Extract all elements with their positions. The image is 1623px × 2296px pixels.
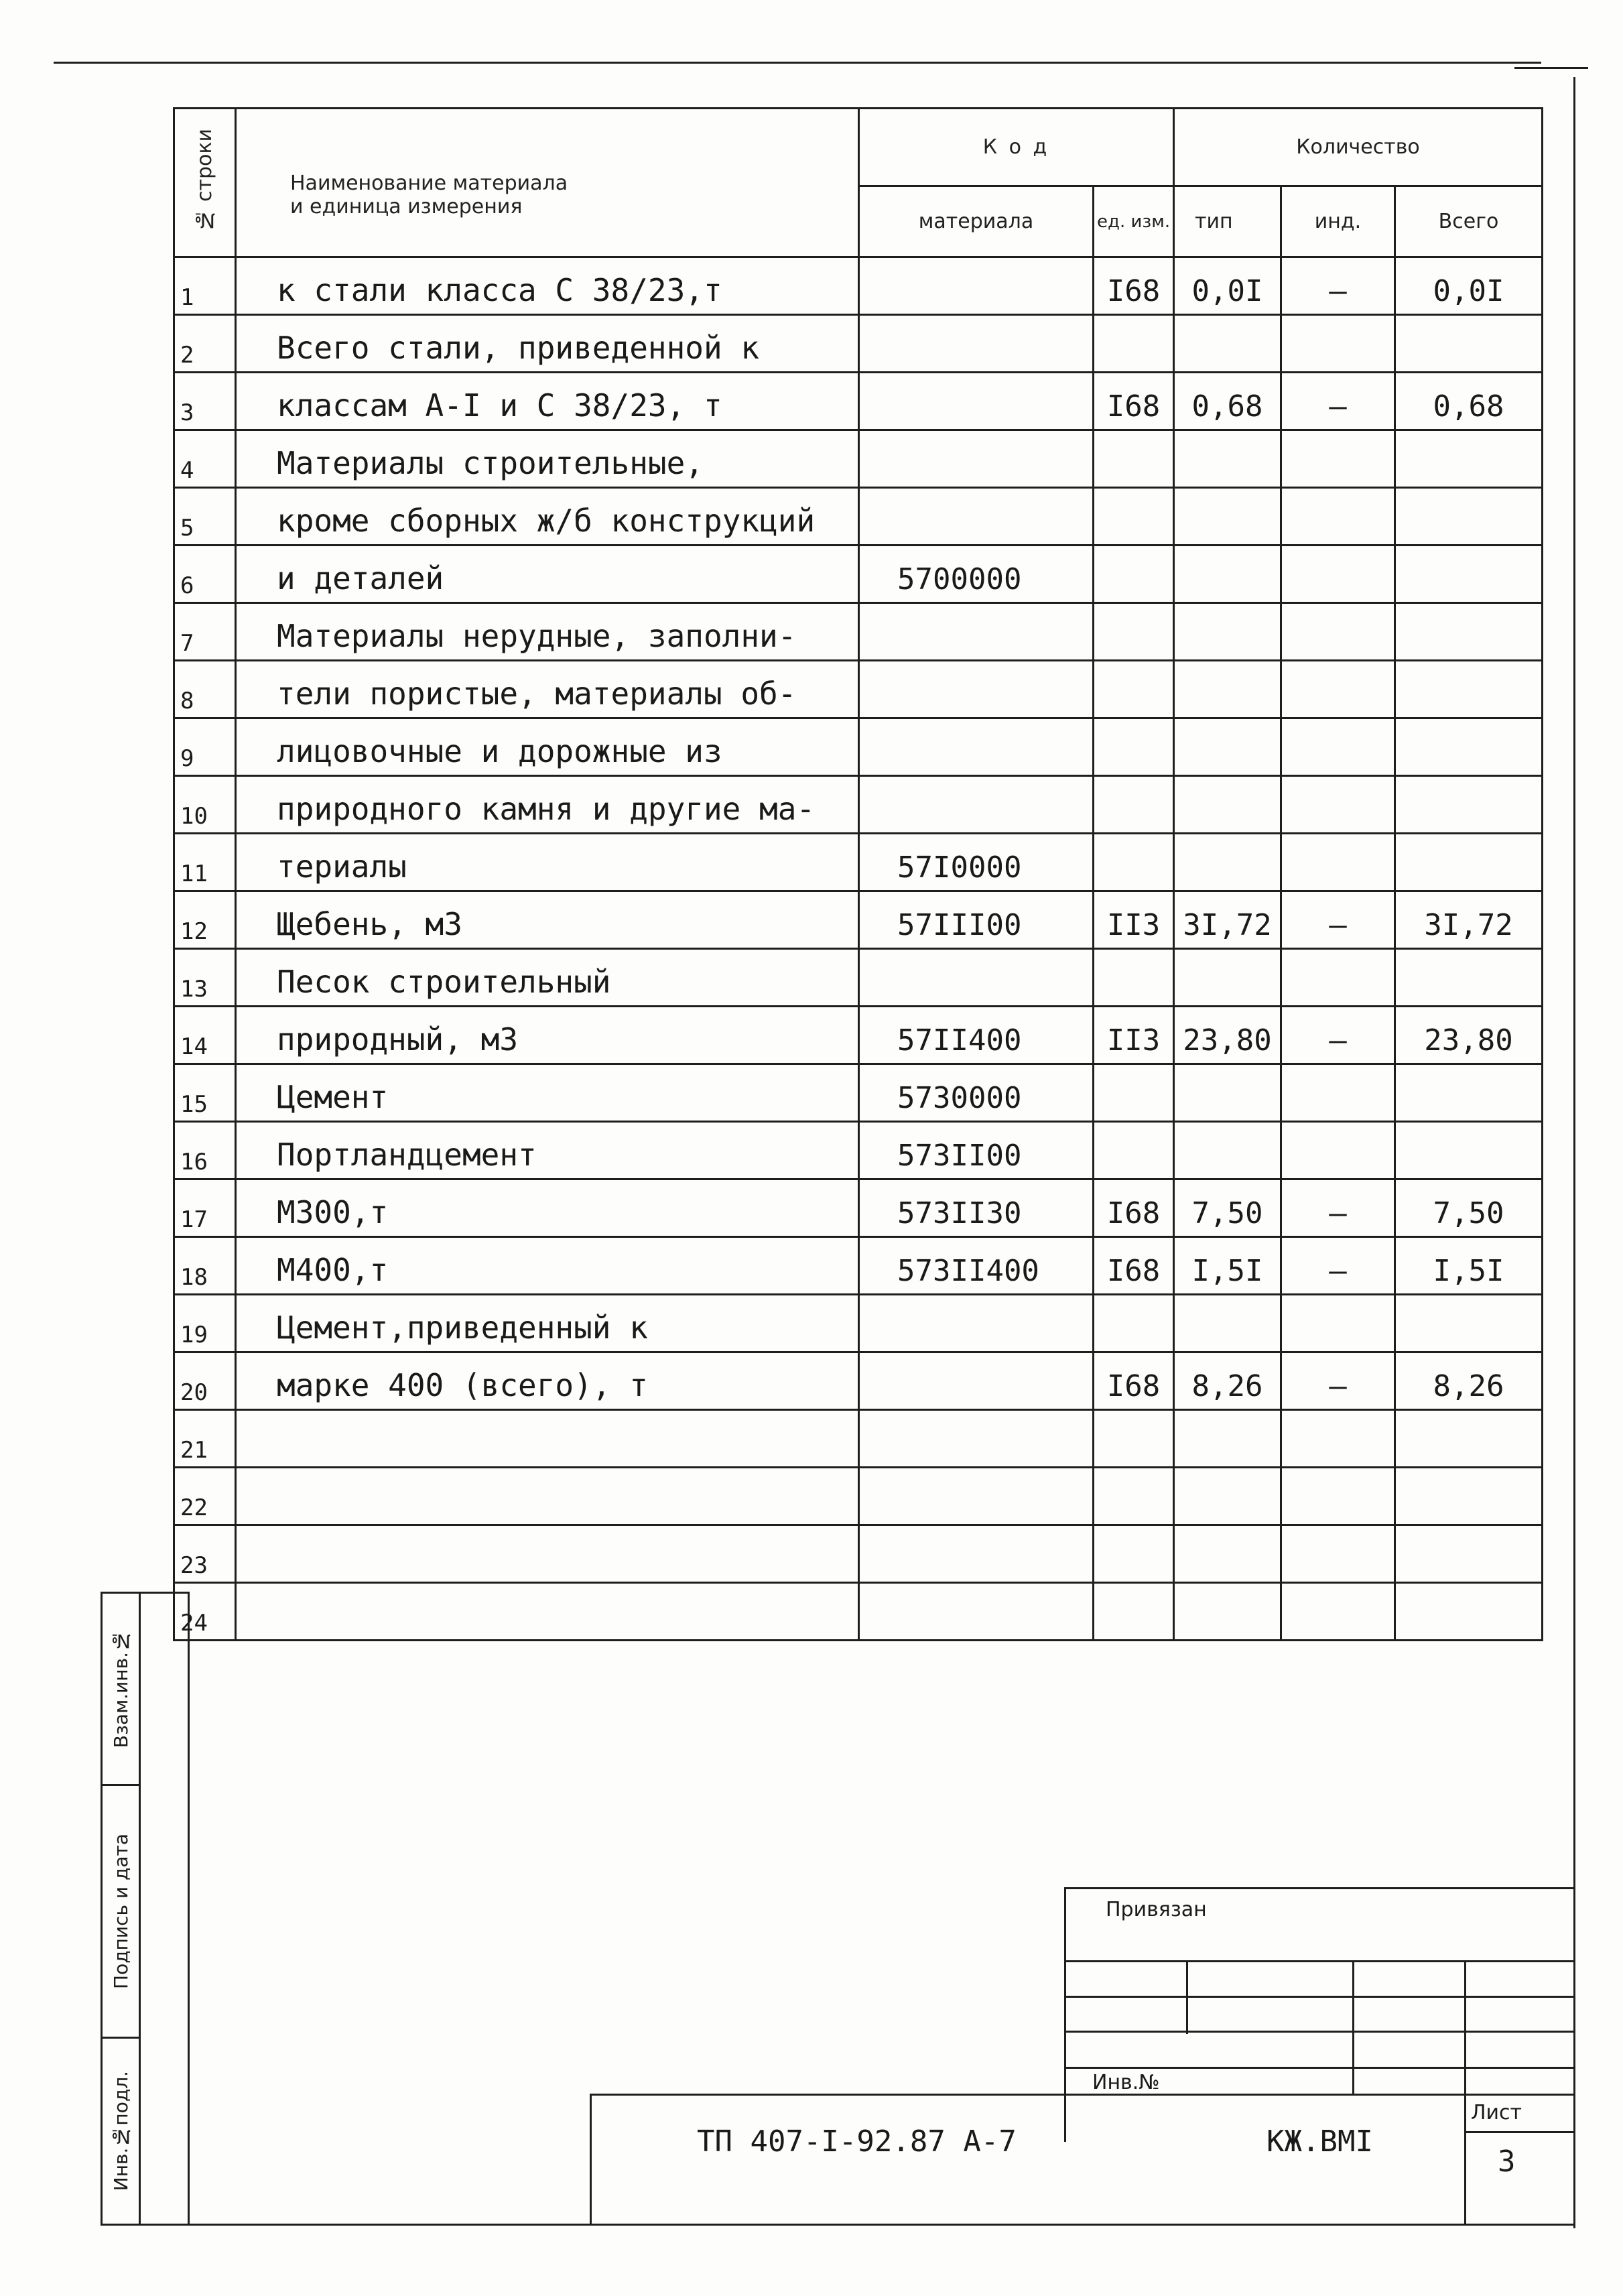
- material-code: [859, 718, 1094, 776]
- materials-table: [173, 107, 1543, 1641]
- qty-total: [1395, 1525, 1543, 1583]
- table-row: [174, 430, 1543, 488]
- stamp-inv-label: Инв.№: [1092, 2071, 1160, 2094]
- qty-total: [1395, 488, 1543, 546]
- unit-code: [1094, 661, 1174, 718]
- qty-tip: I,5I: [1174, 1237, 1281, 1295]
- row-number: 3: [174, 373, 236, 430]
- material-name: природный, м3: [236, 1007, 859, 1064]
- qty-tip: 0,0I: [1174, 257, 1281, 315]
- code-header: К о д: [859, 109, 1174, 186]
- material-code: [859, 1468, 1094, 1525]
- side-strip-column: [139, 1592, 190, 2226]
- material-code: [859, 949, 1094, 1007]
- unit-code: [1094, 430, 1174, 488]
- qty-ind: [1281, 776, 1395, 834]
- material-code: 573II400: [859, 1237, 1094, 1295]
- stamp-left: [1064, 1887, 1066, 2142]
- material-name: Материалы строительные,: [236, 430, 859, 488]
- row-number: 10: [174, 776, 236, 834]
- table-row: [174, 373, 1543, 430]
- stamp-row-4: [1064, 2067, 1573, 2069]
- qty-tip: 7,50: [1174, 1179, 1281, 1237]
- qty-ind: [1281, 1122, 1395, 1179]
- qty-ind: –: [1281, 1237, 1395, 1295]
- stamp-sheet-number: 3: [1498, 2145, 1516, 2179]
- row-number: 16: [174, 1122, 236, 1179]
- qty-ind: [1281, 661, 1395, 718]
- qty-ind: [1281, 1525, 1395, 1583]
- qty-ind: [1281, 603, 1395, 661]
- table-row: [174, 1583, 1543, 1641]
- table-row: [174, 1007, 1543, 1064]
- row-number: 12: [174, 891, 236, 949]
- unit-code: [1094, 1583, 1174, 1641]
- stamp-row-2: [1064, 1996, 1573, 1998]
- material-code: [859, 1410, 1094, 1468]
- row-number: 1: [174, 257, 236, 315]
- qty-ind: [1281, 1583, 1395, 1641]
- material-code: [859, 1525, 1094, 1583]
- total-header: Всего: [1395, 186, 1543, 257]
- qty-tip: [1174, 315, 1281, 373]
- qty-tip: [1174, 1064, 1281, 1122]
- table-row: [174, 891, 1543, 949]
- row-number: 7: [174, 603, 236, 661]
- material-code: [859, 315, 1094, 373]
- table-row: [174, 661, 1543, 718]
- unit-code: I68: [1094, 257, 1174, 315]
- quantity-header: Количество: [1174, 109, 1543, 186]
- qty-tip: [1174, 430, 1281, 488]
- row-number: 15: [174, 1064, 236, 1122]
- table-row: [174, 315, 1543, 373]
- qty-tip: [1174, 1525, 1281, 1583]
- row-number: 18: [174, 1237, 236, 1295]
- table-row: [174, 1237, 1543, 1295]
- stamp-row-1: [1064, 1960, 1573, 1962]
- table-row: [174, 1468, 1543, 1525]
- table-row: [174, 834, 1543, 891]
- stamp-attached-label: Привязан: [1106, 1898, 1207, 1921]
- qty-tip: [1174, 661, 1281, 718]
- qty-total: [1395, 315, 1543, 373]
- qty-total: [1395, 1122, 1543, 1179]
- material-name: кроме сборных ж/б конструкций: [236, 488, 859, 546]
- qty-ind: [1281, 1064, 1395, 1122]
- row-number: 8: [174, 661, 236, 718]
- material-code: [859, 776, 1094, 834]
- stamp-sheet-label: Лист: [1471, 2101, 1522, 2124]
- qty-ind: [1281, 718, 1395, 776]
- unit-code: I68: [1094, 1179, 1174, 1237]
- qty-tip: [1174, 834, 1281, 891]
- qty-tip: [1174, 1122, 1281, 1179]
- unit-code: [1094, 776, 1174, 834]
- material-name: М400,т: [236, 1237, 859, 1295]
- material-code: [859, 1295, 1094, 1352]
- unit-header: ед. изм.: [1094, 186, 1174, 257]
- stamp-col-1: [1186, 1960, 1188, 2034]
- unit-code: I68: [1094, 373, 1174, 430]
- material-name: природного камня и другие ма-: [236, 776, 859, 834]
- row-number: 14: [174, 1007, 236, 1064]
- qty-ind: [1281, 546, 1395, 603]
- material-name: Песок строительный: [236, 949, 859, 1007]
- material-code: [859, 603, 1094, 661]
- qty-total: [1395, 430, 1543, 488]
- unit-code: I68: [1094, 1237, 1174, 1295]
- qty-total: [1395, 603, 1543, 661]
- material-code: 573II00: [859, 1122, 1094, 1179]
- qty-tip: [1174, 1295, 1281, 1352]
- material-code: 57I0000: [859, 834, 1094, 891]
- qty-total: [1395, 1295, 1543, 1352]
- material-name: Портландцемент: [236, 1122, 859, 1179]
- qty-tip: [1174, 1583, 1281, 1641]
- material-name: Цемент: [236, 1064, 859, 1122]
- material-name: к стали класса С 38/23,т: [236, 257, 859, 315]
- bottom-frame-line: [188, 2224, 1575, 2226]
- material-code: 5730000: [859, 1064, 1094, 1122]
- unit-code: [1094, 1468, 1174, 1525]
- material-code: [859, 373, 1094, 430]
- row-number-header: № строки: [174, 109, 236, 257]
- qty-ind: –: [1281, 1007, 1395, 1064]
- qty-ind: –: [1281, 891, 1395, 949]
- top-frame-line-right: [1514, 67, 1588, 69]
- qty-ind: –: [1281, 1179, 1395, 1237]
- row-number: 11: [174, 834, 236, 891]
- stamp-col-2: [1352, 1960, 1354, 2094]
- stamp-row-3: [1064, 2031, 1573, 2033]
- table-row: [174, 1352, 1543, 1410]
- table-row: [174, 718, 1543, 776]
- material-name: М300,т: [236, 1179, 859, 1237]
- material-name: тели пористые, материалы об-: [236, 661, 859, 718]
- qty-tip: [1174, 949, 1281, 1007]
- side-exchange-inv: Взам.инв.№: [101, 1592, 141, 1786]
- material-code: 57II400: [859, 1007, 1094, 1064]
- stamp-col-3: [1464, 1960, 1466, 2225]
- unit-code: [1094, 834, 1174, 891]
- material-name: классам А-I и С 38/23, т: [236, 373, 859, 430]
- material-code: 57III00: [859, 891, 1094, 949]
- qty-ind: [1281, 488, 1395, 546]
- table-row: [174, 1525, 1543, 1583]
- table-row: [174, 949, 1543, 1007]
- table-row: [174, 488, 1543, 546]
- material-name: Цемент,приведенный к: [236, 1295, 859, 1352]
- side-orig-inv: Инв.№подл.: [101, 2037, 141, 2226]
- table-row: [174, 1410, 1543, 1468]
- qty-total: 7,50: [1395, 1179, 1543, 1237]
- qty-ind: –: [1281, 257, 1395, 315]
- material-name: Материалы нерудные, заполни-: [236, 603, 859, 661]
- stamp-top: [1064, 1887, 1573, 1889]
- material-code: [859, 257, 1094, 315]
- qty-tip: [1174, 546, 1281, 603]
- unit-code: [1094, 1295, 1174, 1352]
- row-number: 19: [174, 1295, 236, 1352]
- qty-total: [1395, 834, 1543, 891]
- name-header: Наименование материала и единица измерения: [236, 109, 859, 257]
- table-row: [174, 1179, 1543, 1237]
- qty-total: [1395, 1583, 1543, 1641]
- table-row: [174, 257, 1543, 315]
- qty-ind: [1281, 1295, 1395, 1352]
- qty-tip: [1174, 603, 1281, 661]
- qty-total: 0,0I: [1395, 257, 1543, 315]
- material-name: [236, 1468, 859, 1525]
- unit-code: [1094, 1064, 1174, 1122]
- material-name: [236, 1583, 859, 1641]
- stamp-sheet-div: [1464, 2131, 1575, 2133]
- qty-ind: [1281, 315, 1395, 373]
- qty-total: 0,68: [1395, 373, 1543, 430]
- table-row: [174, 1295, 1543, 1352]
- qty-total: [1395, 546, 1543, 603]
- qty-total: I,5I: [1395, 1237, 1543, 1295]
- row-number: 5: [174, 488, 236, 546]
- qty-tip: [1174, 488, 1281, 546]
- material-name: и деталей: [236, 546, 859, 603]
- stamp-mark: КЖ.ВМI: [1267, 2124, 1373, 2159]
- qty-total: 23,80: [1395, 1007, 1543, 1064]
- unit-code: II3: [1094, 1007, 1174, 1064]
- material-name: [236, 1410, 859, 1468]
- table-row: [174, 1064, 1543, 1122]
- qty-tip: 0,68: [1174, 373, 1281, 430]
- tip-header: тип: [1174, 186, 1281, 257]
- row-number: 21: [174, 1410, 236, 1468]
- material-code: [859, 488, 1094, 546]
- material-name: териалы: [236, 834, 859, 891]
- material-name: лицовочные и дорожные из: [236, 718, 859, 776]
- qty-total: [1395, 661, 1543, 718]
- side-signature-date: Подпись и дата: [101, 1784, 141, 2039]
- stamp-doc-code: ТП 407-I-92.87 А-7: [697, 2124, 1017, 2159]
- qty-tip: [1174, 718, 1281, 776]
- row-number: 24: [174, 1583, 236, 1641]
- qty-ind: [1281, 949, 1395, 1007]
- qty-tip: 3I,72: [1174, 891, 1281, 949]
- qty-ind: [1281, 430, 1395, 488]
- material-code: 5700000: [859, 546, 1094, 603]
- row-number: 17: [174, 1179, 236, 1237]
- material-code: [859, 430, 1094, 488]
- material-name: Всего стали, приведенной к: [236, 315, 859, 373]
- qty-ind: [1281, 834, 1395, 891]
- qty-total: [1395, 1064, 1543, 1122]
- row-number: 9: [174, 718, 236, 776]
- material-code: [859, 661, 1094, 718]
- qty-ind: [1281, 1468, 1395, 1525]
- ind-header: инд.: [1281, 186, 1395, 257]
- unit-code: [1094, 315, 1174, 373]
- qty-total: [1395, 949, 1543, 1007]
- qty-tip: 8,26: [1174, 1352, 1281, 1410]
- material-name: Щебень, м3: [236, 891, 859, 949]
- row-number: 20: [174, 1352, 236, 1410]
- qty-total: 8,26: [1395, 1352, 1543, 1410]
- qty-tip: [1174, 1410, 1281, 1468]
- qty-tip: 23,80: [1174, 1007, 1281, 1064]
- unit-code: I68: [1094, 1352, 1174, 1410]
- material-name: марке 400 (всего), т: [236, 1352, 859, 1410]
- qty-total: [1395, 1410, 1543, 1468]
- unit-code: II3: [1094, 891, 1174, 949]
- qty-tip: [1174, 1468, 1281, 1525]
- qty-total: [1395, 1468, 1543, 1525]
- row-number: 2: [174, 315, 236, 373]
- unit-code: [1094, 1410, 1174, 1468]
- unit-code: [1094, 1525, 1174, 1583]
- row-number: 23: [174, 1525, 236, 1583]
- row-number: 22: [174, 1468, 236, 1525]
- unit-code: [1094, 1122, 1174, 1179]
- qty-ind: [1281, 1410, 1395, 1468]
- top-frame-line: [54, 62, 1541, 64]
- stamp-lower-left: [590, 2094, 592, 2226]
- row-number: 6: [174, 546, 236, 603]
- material-code-header: материала: [859, 186, 1094, 257]
- table-row: [174, 776, 1543, 834]
- qty-tip: [1174, 776, 1281, 834]
- unit-code: [1094, 546, 1174, 603]
- unit-code: [1094, 718, 1174, 776]
- qty-total: 3I,72: [1395, 891, 1543, 949]
- unit-code: [1094, 488, 1174, 546]
- unit-code: [1094, 603, 1174, 661]
- material-code: [859, 1352, 1094, 1410]
- qty-ind: –: [1281, 373, 1395, 430]
- material-name: [236, 1525, 859, 1583]
- table-row: [174, 1122, 1543, 1179]
- row-number: 13: [174, 949, 236, 1007]
- qty-total: [1395, 718, 1543, 776]
- material-code: [859, 1583, 1094, 1641]
- table-row: [174, 603, 1543, 661]
- row-number: 4: [174, 430, 236, 488]
- table-row: [174, 546, 1543, 603]
- qty-total: [1395, 776, 1543, 834]
- material-code: 573II30: [859, 1179, 1094, 1237]
- stamp-lower-top: [590, 2094, 1575, 2096]
- unit-code: [1094, 949, 1174, 1007]
- qty-ind: –: [1281, 1352, 1395, 1410]
- right-frame-line: [1573, 77, 1575, 2228]
